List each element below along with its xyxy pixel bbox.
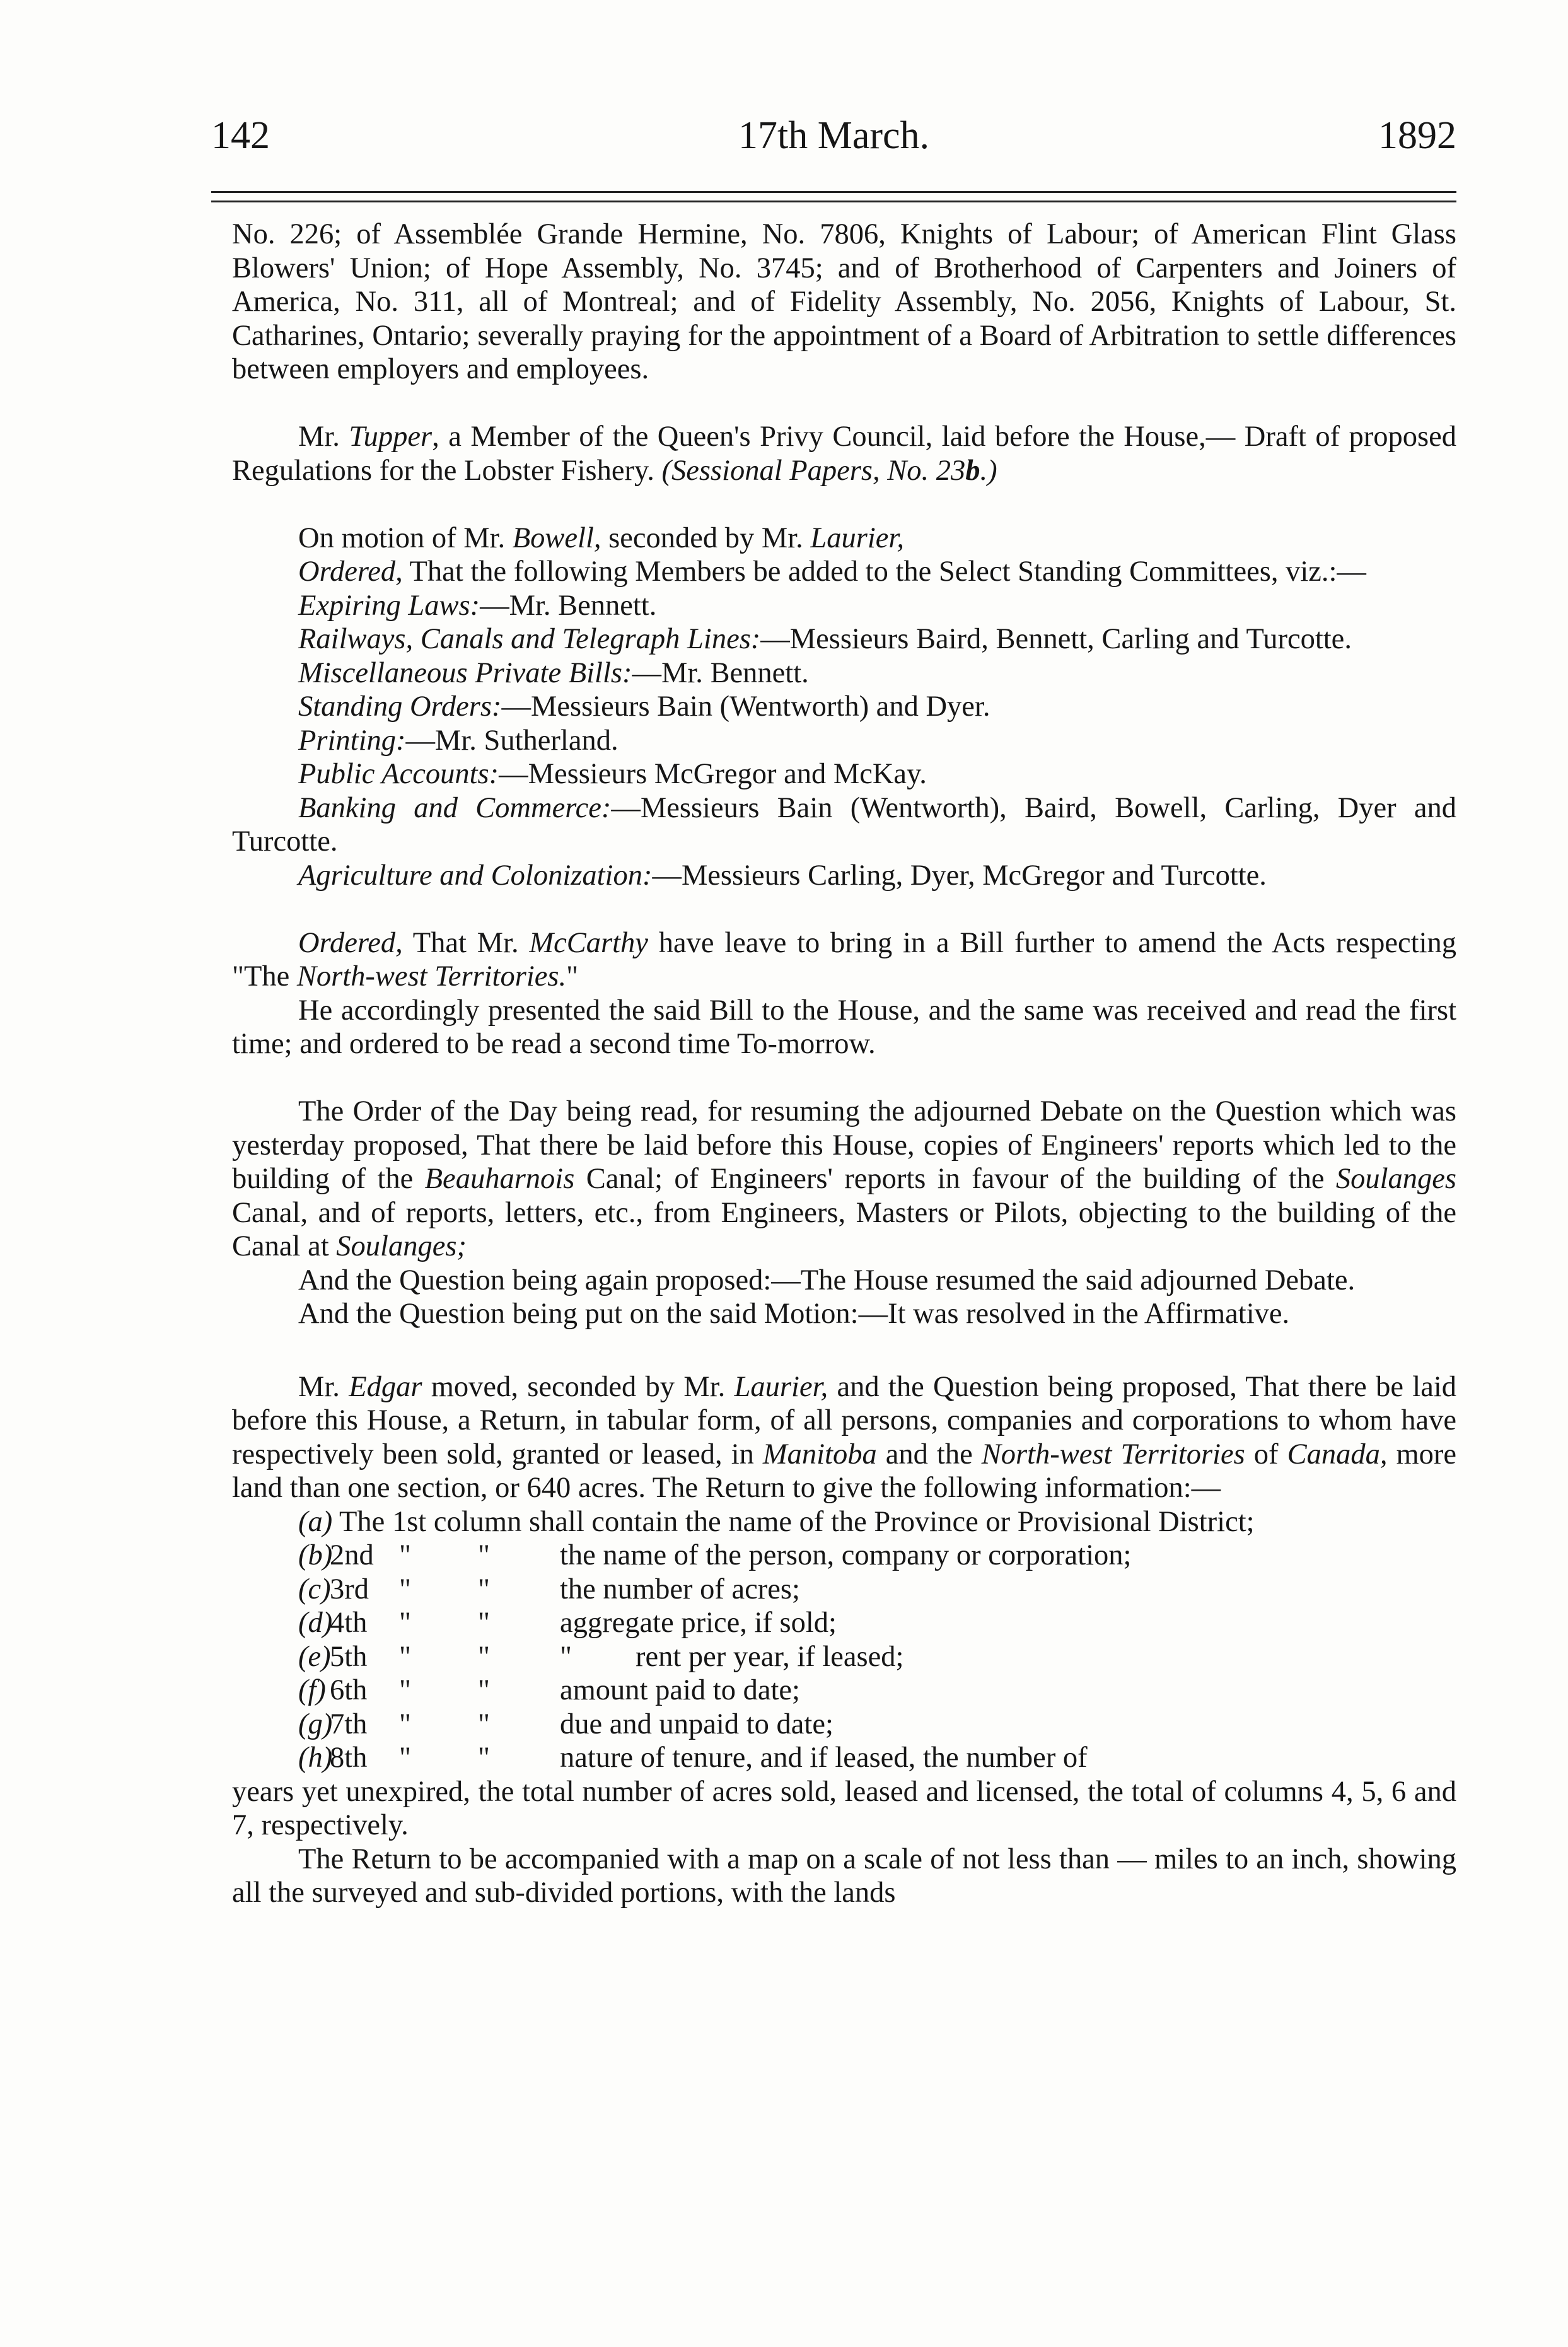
bill-order: Ordered, That Mr. McCarthy have leave to bring in a Bill further to amend the Acts respecting "The North-west Territories." (232, 926, 1456, 993)
map-requirement: The Return to be accompanied with a map on a scale of not less than — miles to an inch, showing all the surveyed and sub-divided portions, with the lands (232, 1843, 1456, 1909)
column-letter: (f) (298, 1674, 326, 1706)
debate-paragraph: The Order of the Day being read, for resuming the adjourned Debate on the Question which was yesterday proposed, That there be laid before this House, copies of Engineers' reports which led to the building of the Beauharnois Canal; of Engineers' reports in favour of the building of the Soulanges Canal, and of reports, letters, etc., from Engineers, Masters or Pilots, objecting to the building of the Canal at Soulanges; (232, 1095, 1457, 1262)
column-item: (a) The 1st column shall contain the name of the Province or Provisional District; (298, 1505, 1255, 1538)
column-letter: (b) (298, 1539, 333, 1571)
column-letter: (e) (298, 1640, 331, 1673)
petitions-paragraph: No. 226; of Assemblée Grande Hermine, No. 7806, Knights of Labour; of American Flint Glass Blowers' Union; of Hope Assembly, No. 3745; and of Brotherhood of Carpenters and Joiners of America, No. 311, all of Montreal; and of Fidelity Assembly, No. 2056, Knights of Labour, St. Catharines, Ontario; severally praying for the appointment of a Board of Arbitration to settle differences between employers and employees. (232, 218, 1456, 385)
committees-order: Ordered, That the following Members be added to the Select Standing Committees, viz.:— (298, 556, 1366, 588)
committee-item: Printing:—Mr. Sutherland. (298, 724, 618, 757)
committee-item: Agriculture and Colonization:—Messieurs Carling, Dyer, McGregor and Turcotte. (298, 859, 1267, 892)
committee-item: Public Accounts:—Messieurs McGregor and McKay. (298, 758, 927, 790)
committee-item: Banking and Commerce:—Messieurs Bain (Wentworth), Baird, Bowell, Carling, Dyer and Turcotte. (232, 791, 1456, 858)
header-rule-top (211, 191, 1456, 193)
tupper-paragraph: Mr. Tupper, a Member of the Queen's Privy Council, laid before the House,— Draft of proposed Regulations for the Lobster Fishery. (Sessional Papers, No. 23b.) (232, 421, 1456, 487)
column-h-continuation: years yet unexpired, the total number of acres sold, leased and licensed, the total of columns 4, 5, 6 and 7, respectively. (232, 1775, 1456, 1841)
committees-motion: On motion of Mr. Bowell, seconded by Mr. Laurier, (298, 521, 904, 554)
column-letter: (g) (298, 1708, 333, 1740)
header-rule-bottom (211, 201, 1456, 202)
page-number: 142 (211, 114, 270, 157)
column-letter: (d) (298, 1607, 333, 1639)
column-letter: (h) (298, 1742, 333, 1774)
committee-item: Miscellaneous Private Bills:—Mr. Bennett. (298, 656, 809, 689)
committee-item: Expiring Laws:—Mr. Bennett. (298, 589, 657, 622)
committee-item: Standing Orders:—Messieurs Bain (Wentworth) and Dyer. (298, 690, 990, 723)
debate-resumed: And the Question being again proposed:—The House resumed the said adjourned Debate. (298, 1264, 1356, 1296)
bill-presented: He accordingly presented the said Bill to the House, and the same was received and read the first time; and ordered to be read a second time To-morrow. (232, 994, 1456, 1060)
header-year: 1892 (1378, 114, 1456, 157)
header-date: 17th March. (738, 114, 930, 157)
journal-body (232, 218, 1456, 1910)
running-header (211, 107, 1456, 164)
return-columns-list: (a) The 1st column shall contain the name of the Province or Provisional District; (b) 2nd " " the name of the person, company or corporation; (c) 3rd " " the number of acres; (d) 4th " " aggregate price, if sold; (e) 5th " " " rent per year, if leased; (f) 6th " " amount paid to date; (g) 7th " " due and unpaid to date; (h) 8th " " nature of tenure, and if leased, the number of (232, 1505, 1456, 1775)
committee-item: Railways, Canals and Telegraph Lines:—Messieurs Baird, Bennett, Carling and Turcotte. (298, 623, 1352, 655)
member-name: Tupper (349, 421, 433, 453)
debate-resolved: And the Question being put on the said Motion:—It was resolved in the Affirmative. (298, 1298, 1290, 1330)
edgar-motion: Mr. Edgar moved, seconded by Mr. Laurier, and the Question being proposed, That there be laid before this House, a Return, in tabular form, of all persons, companies and corporations to whom have respectively been sold, granted or leased, in Manitoba and the North-west Territories of Canada, more land than one section, or 640 acres. The Return to give the following information:— (232, 1370, 1457, 1504)
column-letter: (c) (298, 1573, 331, 1605)
sessional-paper-ref: (Sessional Papers, No. 23b.) (661, 454, 997, 487)
